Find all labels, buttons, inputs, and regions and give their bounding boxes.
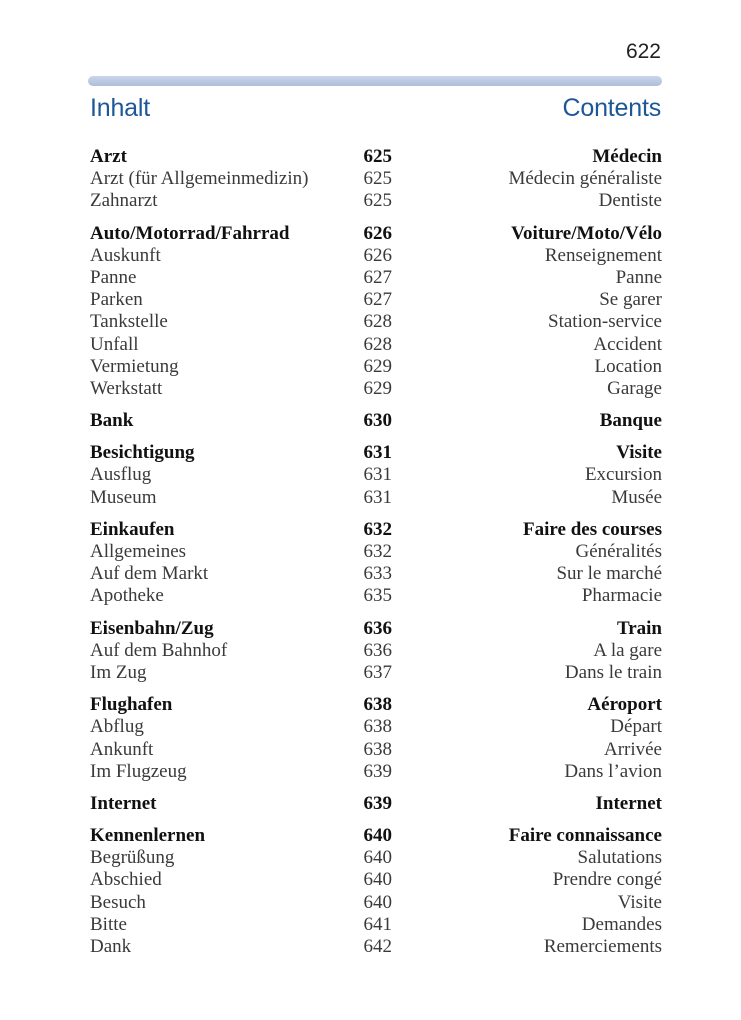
- french-label: Panne: [615, 266, 662, 288]
- german-label: Besuch: [90, 891, 146, 913]
- table-of-contents: [90, 146, 662, 968]
- french-label: Faire connaissance: [508, 825, 662, 847]
- page-ref: 638: [363, 694, 392, 716]
- toc-section-heading[interactable]: [90, 519, 662, 541]
- french-label: Demandes: [581, 913, 662, 935]
- german-label: Apotheke: [90, 585, 164, 607]
- page-ref: 640: [363, 825, 392, 847]
- toc-entry[interactable]: [90, 168, 662, 190]
- page-ref: 640: [363, 847, 392, 869]
- heading-french: Contents: [562, 94, 661, 122]
- page-ref: 629: [363, 355, 392, 377]
- french-label: Location: [594, 355, 662, 377]
- page-ref: 625: [363, 146, 392, 167]
- german-label: Allgemeines: [90, 541, 187, 562]
- french-label: Train: [616, 617, 662, 639]
- french-label: Sur le marché: [556, 563, 662, 585]
- toc-section: [90, 442, 662, 509]
- page-ref: 629: [363, 377, 392, 399]
- toc-section-heading[interactable]: [90, 793, 662, 815]
- toc-section-heading[interactable]: [90, 618, 662, 640]
- toc-entry[interactable]: [90, 487, 662, 509]
- french-label: Dentiste: [598, 190, 662, 212]
- toc-entry[interactable]: [90, 563, 662, 585]
- french-label: Musée: [611, 486, 662, 508]
- toc-entry[interactable]: [90, 334, 662, 356]
- german-label: Flughafen: [90, 694, 173, 716]
- french-label: Médecin: [592, 146, 662, 167]
- page-ref: 638: [363, 716, 392, 738]
- french-label: Garage: [607, 377, 662, 399]
- french-label: Visite: [617, 891, 662, 913]
- toc-entry[interactable]: [90, 739, 662, 761]
- toc-section: [90, 825, 662, 958]
- page-ref: 637: [363, 661, 392, 683]
- german-label: Auf dem Bahnhof: [90, 639, 228, 661]
- page-ref: 642: [363, 936, 392, 957]
- german-label: Im Zug: [90, 661, 147, 683]
- toc-entry[interactable]: [90, 311, 662, 333]
- toc-entry[interactable]: [90, 378, 662, 400]
- german-label: Ausflug: [90, 464, 152, 486]
- toc-section: [90, 694, 662, 783]
- toc-section-heading[interactable]: [90, 442, 662, 464]
- page-ref: 636: [363, 639, 392, 661]
- german-label: Bitte: [90, 913, 127, 935]
- toc-entry[interactable]: [90, 289, 662, 311]
- german-label: Im Flugzeug: [90, 760, 187, 782]
- toc-entry[interactable]: [90, 356, 662, 378]
- page-ref: 640: [363, 869, 392, 891]
- toc-section-heading[interactable]: [90, 146, 662, 168]
- toc-section-heading[interactable]: [90, 825, 662, 847]
- page-ref: 625: [363, 190, 392, 212]
- toc-entry[interactable]: [90, 662, 662, 684]
- french-label: Dans l’avion: [564, 760, 662, 782]
- toc-entry[interactable]: [90, 267, 662, 289]
- page-ref: 630: [363, 410, 392, 432]
- page-ref: 635: [363, 585, 392, 607]
- german-label: Auf dem Markt: [90, 563, 209, 585]
- french-label: Banque: [599, 410, 662, 432]
- toc-entry[interactable]: [90, 847, 662, 869]
- german-label: Arzt (für Allgemeinmedizin): [90, 168, 309, 190]
- german-label: Dank: [90, 936, 132, 957]
- french-label: Remerciements: [543, 936, 662, 957]
- toc-entry[interactable]: [90, 190, 662, 212]
- french-label: Généralités: [575, 541, 662, 562]
- german-label: Internet: [90, 792, 157, 814]
- french-label: Pharmacie: [581, 585, 662, 607]
- french-label: Faire des courses: [523, 518, 662, 540]
- german-label: Einkaufen: [90, 518, 175, 540]
- page-ref: 638: [363, 738, 392, 760]
- german-label: Abflug: [90, 716, 144, 738]
- french-label: A la gare: [593, 639, 662, 661]
- page-ref: 626: [363, 244, 392, 266]
- german-label: Besichtigung: [90, 442, 195, 464]
- toc-section: [90, 519, 662, 608]
- page-ref: 632: [363, 541, 392, 562]
- german-label: Abschied: [90, 869, 162, 891]
- page-ref: 639: [363, 792, 392, 814]
- german-label: Tankstelle: [90, 311, 168, 333]
- page-number: 622: [625, 40, 661, 63]
- toc-entry[interactable]: [90, 914, 662, 936]
- french-label: Dans le train: [564, 661, 662, 683]
- german-label: Unfall: [90, 333, 139, 355]
- french-label: Renseignement: [544, 244, 662, 266]
- toc-entry[interactable]: [90, 869, 662, 891]
- toc-section: [90, 223, 662, 401]
- toc-section-heading[interactable]: [90, 223, 662, 245]
- toc-entry[interactable]: [90, 936, 662, 958]
- page-ref: 631: [363, 486, 392, 508]
- french-label: Se garer: [599, 289, 662, 311]
- page-ref: 636: [363, 617, 392, 639]
- page-ref: 626: [363, 222, 392, 244]
- german-label: Museum: [90, 486, 157, 508]
- page-ref: 632: [363, 518, 392, 540]
- toc-entry[interactable]: [90, 716, 662, 738]
- german-label: Auskunft: [90, 244, 161, 266]
- french-label: Salutations: [577, 847, 662, 869]
- page-ref: 627: [363, 266, 392, 288]
- french-label: Aéroport: [587, 694, 662, 716]
- french-label: Voiture/Moto/Vélo: [511, 222, 662, 244]
- toc-section-heading[interactable]: [90, 410, 662, 432]
- german-label: Begrüßung: [90, 847, 175, 869]
- german-label: Parken: [90, 289, 143, 311]
- french-label: Arrivée: [603, 738, 662, 760]
- french-label: Accident: [593, 333, 662, 355]
- page-ref: 627: [363, 289, 392, 311]
- german-label: Ankunft: [90, 738, 154, 760]
- german-label: Vermietung: [90, 355, 179, 377]
- heading-german: Inhalt: [90, 94, 150, 122]
- german-label: Panne: [90, 266, 137, 288]
- french-label: Internet: [595, 792, 662, 814]
- toc-entry[interactable]: [90, 585, 662, 607]
- page-ref: 628: [363, 333, 392, 355]
- french-label: Médecin généraliste: [508, 168, 662, 190]
- french-label: Excursion: [584, 464, 662, 486]
- header-rule: [88, 76, 662, 86]
- german-label: Eisenbahn/Zug: [90, 617, 214, 639]
- toc-section-heading[interactable]: [90, 694, 662, 716]
- page-ref: 641: [363, 913, 392, 935]
- german-label: Kennenlernen: [90, 825, 206, 847]
- french-label: Départ: [610, 716, 662, 738]
- page-ref: 633: [363, 563, 392, 585]
- toc-entry[interactable]: [90, 761, 662, 783]
- page-ref: 640: [363, 891, 392, 913]
- page-ref: 631: [363, 464, 392, 486]
- toc-section: [90, 410, 662, 432]
- toc-entry[interactable]: [90, 541, 662, 563]
- toc-entry[interactable]: [90, 640, 662, 662]
- toc-entry[interactable]: [90, 245, 662, 267]
- toc-section: [90, 618, 662, 685]
- toc-section: [90, 146, 662, 213]
- toc-entry[interactable]: [90, 892, 662, 914]
- french-label: Visite: [616, 442, 662, 464]
- german-label: Auto/Motorrad/Fahrrad: [90, 222, 290, 244]
- page-ref: 631: [363, 442, 392, 464]
- german-label: Zahnarzt: [90, 190, 158, 212]
- page-ref: 639: [363, 760, 392, 782]
- german-label: Bank: [90, 410, 134, 432]
- french-label: Station-service: [548, 311, 662, 333]
- german-label: Werkstatt: [90, 377, 163, 399]
- toc-section: [90, 793, 662, 815]
- toc-entry[interactable]: [90, 464, 662, 486]
- french-label: Prendre congé: [552, 869, 662, 891]
- page-ref: 628: [363, 311, 392, 333]
- page-ref: 625: [363, 168, 392, 190]
- german-label: Arzt: [90, 146, 127, 167]
